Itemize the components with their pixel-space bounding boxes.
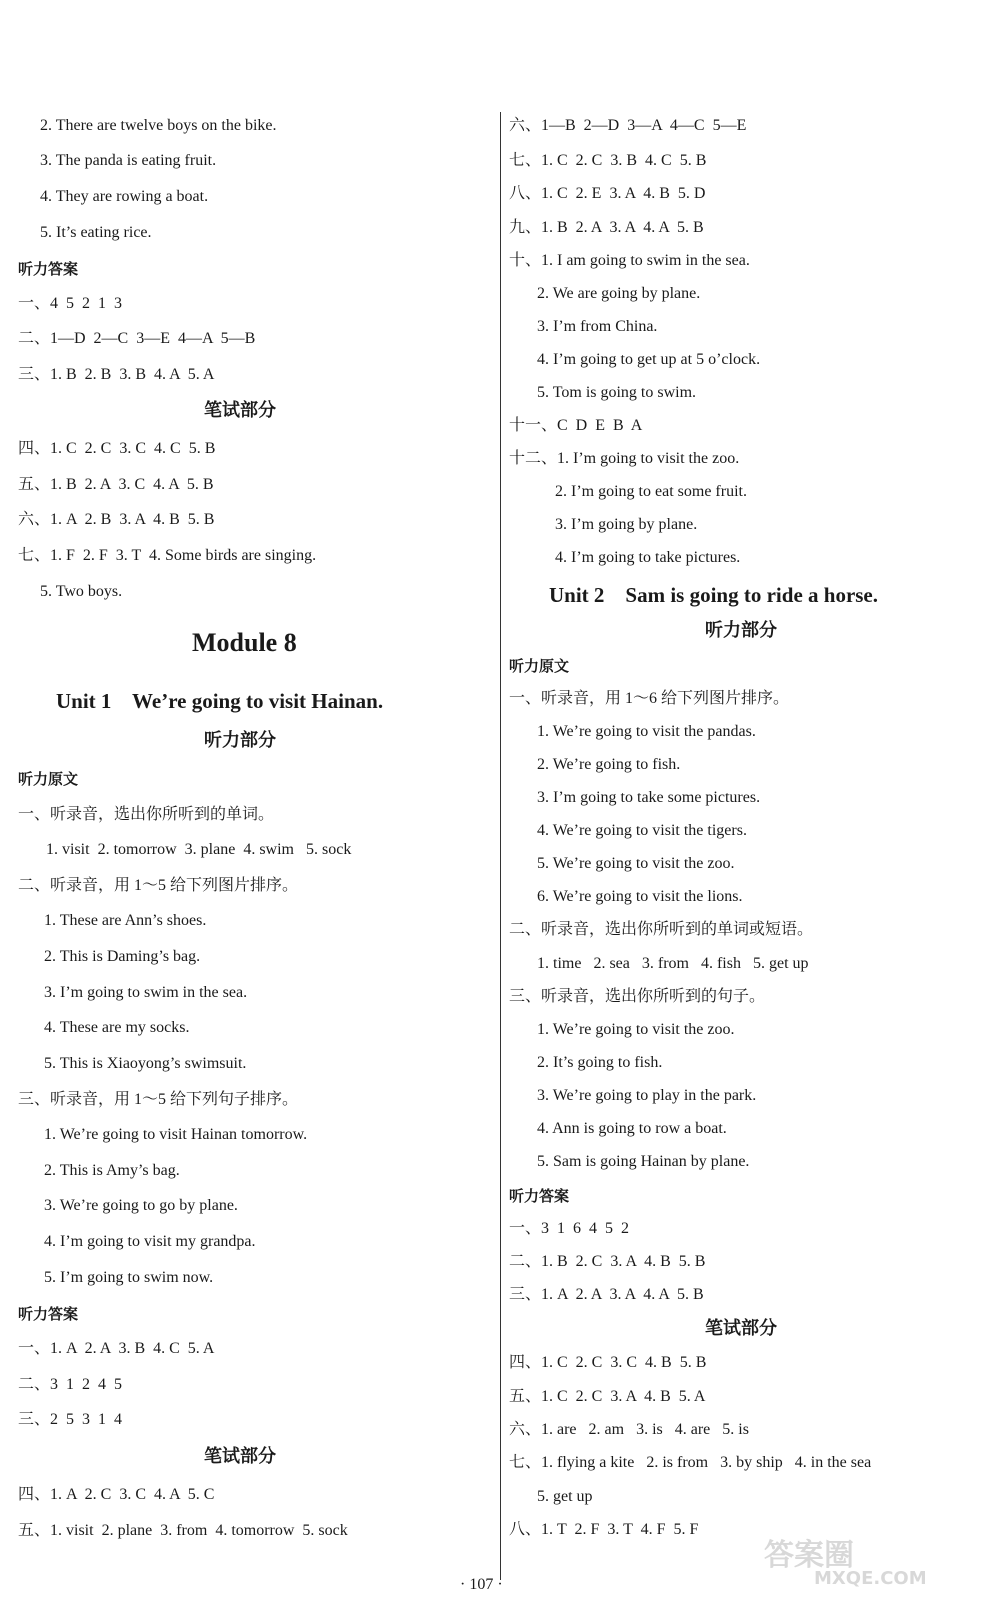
listening-answers-heading: 听力答案 xyxy=(509,1187,570,1205)
answer-line: 一、1. A 2. A 3. B 4. C 5. A xyxy=(18,1340,215,1357)
text-line: 2. This is Daming’s bag. xyxy=(44,948,201,965)
answer-line: 五、1. visit 2. plane 3. from 4. tomorrow 5. sock xyxy=(18,1522,348,1539)
answer-line: 四、1. A 2. C 3. C 4. A 5. C xyxy=(18,1486,215,1503)
answer-line: 二、1—D 2—C 3—E 4—A 5—B xyxy=(18,330,256,347)
answer-line: 六、1—B 2—D 3—A 4—C 5—E xyxy=(509,117,747,134)
answer-line: 九、1. B 2. A 3. A 4. A 5. B xyxy=(509,219,704,236)
answer-line: 五、1. B 2. A 3. C 4. A 5. B xyxy=(18,476,214,493)
text-line: 2. There are twelve boys on the bike. xyxy=(40,117,277,134)
unit-title: Unit 2 Sam is going to ride a horse. xyxy=(549,583,879,607)
answer-line: 5. get up xyxy=(537,1488,593,1505)
text-line: 5. I’m going to swim now. xyxy=(44,1269,214,1286)
answer-line: 二、1. B 2. C 3. A 4. B 5. B xyxy=(509,1253,706,1270)
text-line: 2. It’s going to fish. xyxy=(537,1054,663,1071)
listening-part-heading: 听力部分 xyxy=(204,730,276,751)
answer-line: 三、1. B 2. B 3. B 4. A 5. A xyxy=(18,366,215,383)
question-title: 二、听录音，选出你所听到的单词或短语。 xyxy=(509,921,814,938)
text-line: 3. I’m going to take some pictures. xyxy=(537,789,761,806)
text-line: 3. We’re going to play in the park. xyxy=(537,1087,757,1104)
answer-line: 三、2 5 3 1 4 xyxy=(18,1411,123,1428)
text-line: 4. Ann is going to row a boat. xyxy=(537,1120,727,1137)
watermark-url: MXQE.COM xyxy=(814,1568,927,1589)
answer-line: 十、1. I am going to swim in the sea. xyxy=(509,252,750,269)
text-line: 5. This is Xiaoyong’s swimsuit. xyxy=(44,1055,247,1072)
page-number: · 107 · xyxy=(460,1576,503,1593)
question-title: 三、听录音，用 1～5 给下列句子排序。 xyxy=(18,1091,299,1108)
answer-line: 十二、1. I’m going to visit the zoo. xyxy=(509,450,740,467)
watermark-logo xyxy=(754,1530,984,1592)
answer-line: 八、1. C 2. E 3. A 4. B 5. D xyxy=(509,185,706,202)
written-part-heading: 笔试部分 xyxy=(705,1318,777,1339)
answer-line: 十一、C D E B A xyxy=(509,417,643,434)
answer-line: 3. I’m going by plane. xyxy=(555,516,698,533)
answer-line: 八、1. T 2. F 3. T 4. F 5. F xyxy=(509,1521,699,1538)
unit-title: Unit 1 We’re going to visit Hainan. xyxy=(56,689,384,713)
answer-line: 一、3 1 6 4 5 2 xyxy=(509,1220,630,1237)
question-title: 二、听录音，用 1～5 给下列图片排序。 xyxy=(18,877,299,894)
answer-line: 5. Tom is going to swim. xyxy=(537,384,697,401)
question-title: 三、听录音，选出你所听到的句子。 xyxy=(509,988,766,1005)
text-line: 4. They are rowing a boat. xyxy=(40,188,209,205)
text-line: 1. We’re going to visit the pandas. xyxy=(537,723,756,740)
text-line: 3. We’re going to go by plane. xyxy=(44,1197,238,1214)
column-divider xyxy=(500,112,501,1580)
listening-part-heading: 听力部分 xyxy=(705,620,777,641)
text-line: 5. Sam is going Hainan by plane. xyxy=(537,1153,750,1170)
answer-line: 四、1. C 2. C 3. C 4. C 5. B xyxy=(18,440,216,457)
text-line: 3. The panda is eating fruit. xyxy=(40,152,217,169)
text-line: 4. We’re going to visit the tigers. xyxy=(537,822,747,839)
answer-line: 二、3 1 2 4 5 xyxy=(18,1376,123,1393)
answer-line: 一、4 5 2 1 3 xyxy=(18,295,123,312)
text-line: 1. These are Ann’s shoes. xyxy=(44,912,207,929)
listening-answers-heading: 听力答案 xyxy=(18,1305,79,1323)
text-line: 4. I’m going to visit my grandpa. xyxy=(44,1233,256,1250)
listening-text-heading: 听力原文 xyxy=(18,770,79,788)
answer-line: 2. I’m going to eat some fruit. xyxy=(555,483,747,500)
text-line: 4. These are my socks. xyxy=(44,1019,190,1036)
answer-line: 4. I’m going to take pictures. xyxy=(555,549,741,566)
text-line: 1. We’re going to visit Hainan tomorrow. xyxy=(44,1126,308,1143)
answer-line: 六、1. A 2. B 3. A 4. B 5. B xyxy=(18,511,215,528)
text-line: 2. This is Amy’s bag. xyxy=(44,1162,180,1179)
answer-line: 三、1. A 2. A 3. A 4. A 5. B xyxy=(509,1286,704,1303)
answer-line: 七、1. F 2. F 3. T 4. Some birds are singing. xyxy=(18,547,317,564)
listening-text-heading: 听力原文 xyxy=(509,657,570,675)
text-line: 1. visit 2. tomorrow 3. plane 4. swim 5. sock xyxy=(46,841,352,858)
text-line: 5. We’re going to visit the zoo. xyxy=(537,855,735,872)
answer-line: 七、1. flying a kite 2. is from 3. by ship 4. in the sea xyxy=(509,1454,872,1471)
question-title: 一、听录音，选出你所听到的单词。 xyxy=(18,806,275,823)
answer-line: 4. I’m going to get up at 5 o’clock. xyxy=(537,351,761,368)
answer-line: 2. We are going by plane. xyxy=(537,285,701,302)
answer-line: 四、1. C 2. C 3. C 4. B 5. B xyxy=(509,1354,707,1371)
answer-line: 六、1. are 2. am 3. is 4. are 5. is xyxy=(509,1421,749,1438)
text-line: 6. We’re going to visit the lions. xyxy=(537,888,743,905)
answer-line: 3. I’m from China. xyxy=(537,318,658,335)
answer-line: 五、1. C 2. C 3. A 4. B 5. A xyxy=(509,1388,706,1405)
text-line: 1. We’re going to visit the zoo. xyxy=(537,1021,735,1038)
text-line: 1. time 2. sea 3. from 4. fish 5. get up xyxy=(537,955,809,972)
written-part-heading: 笔试部分 xyxy=(204,400,276,421)
listening-answers-heading: 听力答案 xyxy=(18,260,79,278)
answer-line: 七、1. C 2. C 3. B 4. C 5. B xyxy=(509,152,707,169)
text-line: 3. I’m going to swim in the sea. xyxy=(44,984,248,1001)
module-title: Module 8 xyxy=(192,628,297,657)
text-line: 5. It’s eating rice. xyxy=(40,224,152,241)
written-part-heading: 笔试部分 xyxy=(204,1446,276,1467)
answer-line: 5. Two boys. xyxy=(40,583,123,600)
text-line: 2. We’re going to fish. xyxy=(537,756,681,773)
watermark-text: 答案圈 xyxy=(764,1538,854,1573)
question-title: 一、听录音，用 1～6 给下列图片排序。 xyxy=(509,690,790,707)
